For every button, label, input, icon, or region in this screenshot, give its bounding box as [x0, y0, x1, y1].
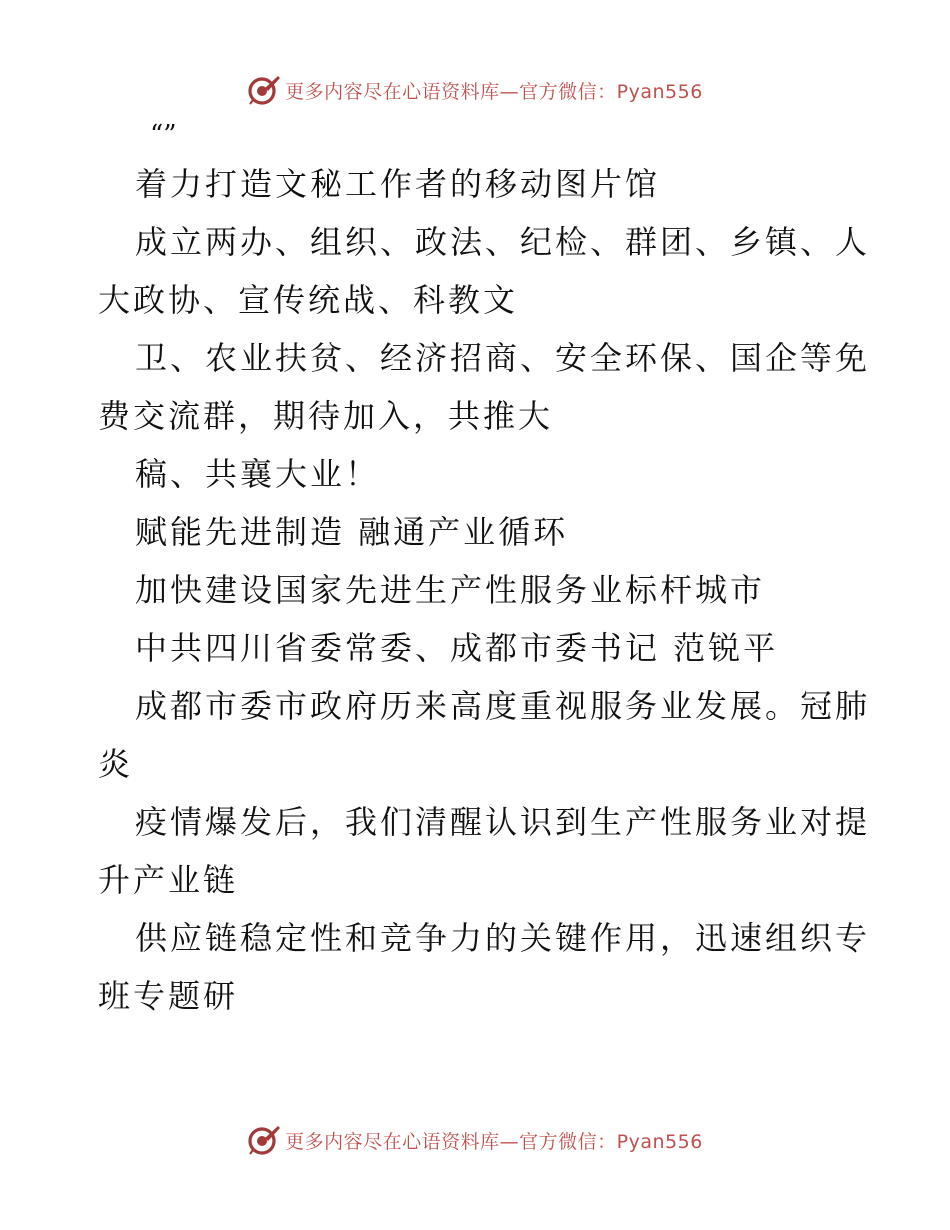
- body-line-14: 供应链稳定性和竞争力的关键作用，迅速组织专: [135, 919, 871, 957]
- body-line-6: 稿、共襄大业！: [135, 455, 381, 493]
- body-line-1: 着力打造文秘工作者的移动图片馆: [135, 165, 661, 203]
- header-banner: [0, 70, 950, 110]
- body-line-10: 成都市委市政府历来高度重视服务业发展。冠肺: [135, 687, 871, 725]
- footer-banner: [0, 1120, 950, 1160]
- document-body: [98, 115, 871, 1025]
- body-line-15: 班专题研: [98, 977, 239, 1015]
- pen-circle-logo-icon: [247, 1123, 281, 1157]
- body-line-11: 炎: [98, 745, 134, 783]
- body-line-12: 疫情爆发后，我们清醒认识到生产性服务业对提: [135, 803, 871, 841]
- footer-banner-text: 更多内容尽在心语资料库—官方微信：Pyan556: [285, 1130, 703, 1153]
- footer-banner-inner: [247, 1123, 703, 1157]
- body-line-9: 中共四川省委常委、成都市委书记 范锐平: [135, 629, 779, 667]
- body-line-2: 成立两办、组织、政法、纪检、群团、乡镇、人: [135, 223, 871, 261]
- body-line-7: 赋能先进制造 融通产业循环: [135, 513, 569, 551]
- header-banner-text: 更多内容尽在心语资料库—官方微信：Pyan556: [285, 80, 703, 103]
- body-line-4: 卫、农业扶贫、经济招商、安全环保、国企等免: [135, 339, 871, 377]
- body-line-3: 大政协、宣传统战、科教文: [98, 281, 519, 319]
- body-line-13: 升产业链: [98, 861, 239, 899]
- body-line-5: 费交流群，期待加入，共推大: [98, 397, 554, 435]
- quote-marks: “”: [150, 120, 177, 150]
- pen-circle-logo-icon: [247, 73, 281, 107]
- body-line-8: 加快建设国家先进生产性服务业标杆城市: [135, 571, 766, 609]
- header-banner-inner: [247, 73, 703, 107]
